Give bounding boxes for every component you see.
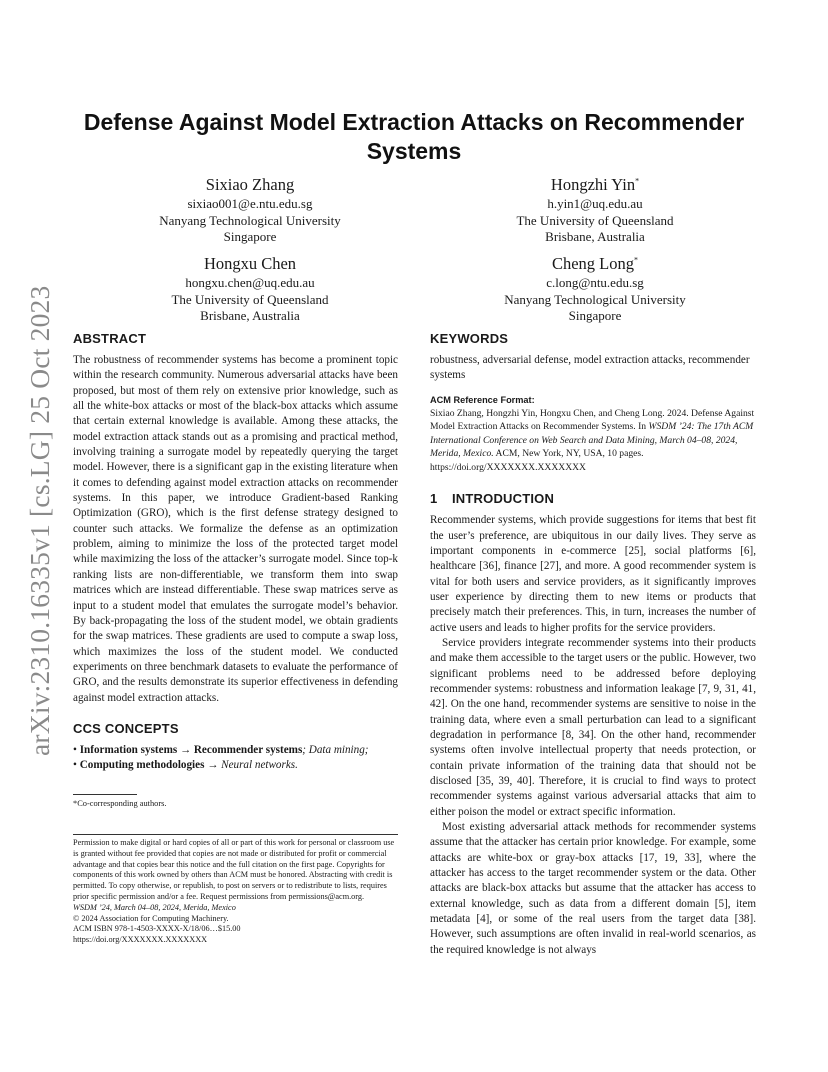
footnote: *Co-corresponding authors.	[73, 799, 167, 808]
author-affiliation: Nanyang Technological University	[159, 212, 341, 228]
right-column	[430, 330, 756, 958]
abstract-heading: ABSTRACT	[73, 331, 147, 346]
author-email[interactable]: c.long@ntu.edu.sg	[546, 275, 644, 290]
abstract-text: The robustness of recommender systems has become a prominent topic within the research community. Numerous adversarial attacks have been proposed, but most of them rely on extensive prior knowledge, such as all the white-box attacks or most of the black-box attacks which assume that certain external knowledge is available. Among these attacks, the model extraction attack stands out as a promising and practical method, involving training a surrogate model by repeatedly querying the target model. However, there is a significant gap in the existing literature when it comes to defending against model extraction attacks on recommender systems. In this paper, we introduce Gradient-based Ranking Optimization (GRO), which is the first defense strategy designed to counter such attacks. We formalize the defense as an optimization problem, aiming to minimize the loss of the protected target model while maximizing the loss of the attacker’s surrogate model. Since top-k ranking lists are non-differentiable, we transform them into swap matrices which are instead differentiable. These swap matrices serve as input to a student model that emulates the surrogate model’s behavior. By back-propagating the loss of the student model, we obtain gradients for the swap matrices. These gradients are used to compute a swap loss, which maximizes the loss of the student model. We conducted experiments on three benchmark datasets to evaluate the performance of GRO, and the results demonstrate its superior effectiveness in defending against model extraction attacks.	[73, 354, 398, 704]
author-block	[457, 253, 733, 325]
author-block	[457, 174, 733, 246]
acm-ref-heading: ACM Reference Format:	[430, 394, 535, 405]
permission-block	[73, 838, 398, 946]
intro-paragraph: Most existing adversarial attack methods for recommender systems assume that the attacker has certain prior knowledge. For example, some attacks are white-box or gray-box attacks [17, 19, 33], where the attacker has access to the target recommender system or the data. Other attacks are black-box attacks but assume that the attacker has access to external knowledge, such as data from a different domain [5], item metadata [4], or some of the real users from the target data [38]. However, such assumptions are often invalid in real-world scenarios, as the required knowledge is not always	[430, 821, 756, 956]
author-name: Hongzhi Yin*	[550, 175, 640, 194]
acm-ref-text: Sixiao Zhang, Hongzhi Yin, Hongxu Chen, and Cheng Long. 2024. Defense Against Model Extraction Attacks on Recommender Systems. In WSDM ’24: The 17th ACM International Conference on Web Search and Data Mining, March 04–08, 2024, Merida, Mexico. ACM, New York, NY, USA, 10 pages. https://doi.org/XXXXXXX.XXXXXXX	[430, 407, 755, 473]
ccs-item: • Computing methodologies → Neural networks.	[73, 759, 298, 772]
author-location: Brisbane, Australia	[545, 229, 645, 244]
footnote-divider	[73, 794, 137, 795]
author-email[interactable]: h.yin1@uq.edu.au	[547, 196, 643, 211]
author-location: Singapore	[568, 308, 622, 323]
intro-paragraph: Recommender systems, which provide suggestions for items that best fit the user’s preference, are ubiquitous in our daily lives. They serve as important components in e-commerce [25], social platforms [6], healthcare [36], finance [27], and more. A good recommender system is vital for both users and service providers, as it significantly improves user experience by directing them to new items or products that precisely match their preferences. This, in turn, increases the number of active users and leads to higher profits for the service providers.	[430, 514, 756, 634]
permission-text: Permission to make digital or hard copies of all or part of this work for personal or classroom use is granted without fee provided that copies are not made or distributed for profit or commercial advantage and that copies bear this notice and the full citation on the first page. Copyrights for components of this work owned by others than ACM must be honored. Abstracting with credit is permitted. To copy otherwise, or republish, to post on servers or to redistribute to lists, requires prior specific permission and/or a fee. Request permissions from permissions@acm.org.	[73, 838, 395, 901]
isbn-line: ACM ISBN 978-1-4503-XXXX-X/18/06…$15.00	[73, 924, 241, 934]
author-affiliation: The University of Queensland	[516, 212, 674, 228]
author-name: Hongxu Chen	[203, 254, 297, 273]
left-column	[73, 330, 398, 774]
author-email[interactable]: sixiao001@e.ntu.edu.sg	[187, 196, 313, 211]
author-affiliation: The University of Queensland	[171, 291, 329, 307]
intro-paragraph: Service providers integrate recommender systems into their products and make them accessible to the target users or the public. However, two significant problems need to be addressed before deploying recommender systems: robustness and information leakage [7, 9, 31, 41, 42]. On the one hand, recommender systems are sensitive to noise in the training data, where even a small perturbation can lead to a significant degradation in performance [8, 34]. On the other hand, recommender systems often involve intellectual property that needs protection, or contain private information of the training data that should not be disclosed [35, 39, 40]. Therefore, it is crucial to find ways to protect recommender systems against various adversarial attacks that aim to either poison the model or extract specific information.	[430, 636, 756, 818]
ccs-item: • Information systems → Recommender systems; Data mining;	[73, 743, 369, 756]
conference-line: WSDM ’24, March 04–08, 2024, Merida, Mexico	[73, 902, 236, 912]
copyright-line: © 2024 Association for Computing Machinery.	[73, 913, 229, 923]
paper-title: Defense Against Model Extraction Attacks on Recommender Systems	[83, 109, 745, 164]
author-location: Singapore	[223, 229, 277, 244]
keywords-text: robustness, adversarial defense, model extraction attacks, recommender systems	[430, 354, 750, 382]
doi-link[interactable]: https://doi.org/XXXXXXX.XXXXXXX	[73, 935, 208, 945]
author-location: Brisbane, Australia	[200, 308, 300, 323]
arxiv-stamp[interactable]: arXiv:2310.16335v1 [cs.LG] 25 Oct 2023	[24, 285, 55, 756]
author-email[interactable]: hongxu.chen@uq.edu.au	[185, 275, 315, 290]
ccs-heading: CCS CONCEPTS	[73, 720, 179, 736]
keywords-heading: KEYWORDS	[430, 331, 509, 346]
author-affiliation: Nanyang Technological University	[504, 291, 686, 307]
intro-heading: 1 INTRODUCTION	[430, 491, 555, 507]
author-block	[130, 253, 370, 325]
author-name: Cheng Long*	[551, 254, 639, 273]
author-name: Sixiao Zhang	[205, 175, 295, 194]
author-block	[130, 174, 370, 246]
permission-divider	[73, 834, 398, 835]
